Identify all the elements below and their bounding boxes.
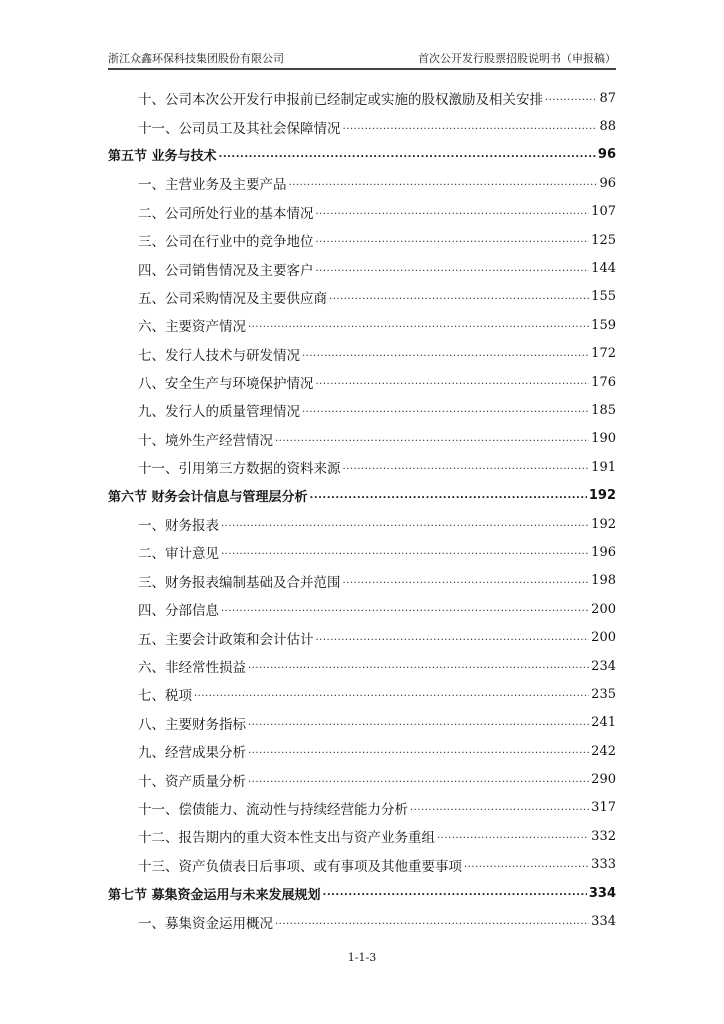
toc-entry-page-number: 234 xyxy=(591,658,616,674)
toc-entry[interactable] xyxy=(108,510,616,538)
toc-entry[interactable] xyxy=(108,453,616,481)
toc-dot-leader xyxy=(194,687,589,701)
toc-dot-leader xyxy=(323,886,587,900)
toc-entry-page-number: 241 xyxy=(591,715,616,731)
toc-dot-leader xyxy=(302,347,589,361)
toc-dot-leader xyxy=(219,148,596,162)
table-of-contents xyxy=(108,84,616,936)
toc-entry-page-number: 332 xyxy=(591,828,616,844)
toc-entry-label: 七、税项 xyxy=(138,684,192,704)
toc-entry[interactable] xyxy=(108,538,616,566)
toc-dot-leader xyxy=(316,262,590,276)
toc-entry-page-number: 87 xyxy=(599,90,616,106)
toc-entry-label: 十二、报告期内的重大资本性支出与资产业务重组 xyxy=(138,826,435,846)
toc-dot-leader xyxy=(248,744,589,758)
toc-entry-label: 一、募集资金运用概况 xyxy=(138,912,273,932)
toc-entry-page-number: 334 xyxy=(588,885,616,901)
toc-entry[interactable] xyxy=(108,112,616,140)
toc-entry[interactable] xyxy=(108,652,616,680)
toc-entry-label: 十一、偿债能力、流动性与持续经营能力分析 xyxy=(138,798,408,818)
toc-entry-page-number: 155 xyxy=(591,289,616,305)
toc-entry-page-number: 334 xyxy=(591,914,616,930)
toc-entry-page-number: 196 xyxy=(591,544,616,560)
toc-entry[interactable] xyxy=(108,794,616,822)
toc-dot-leader xyxy=(410,801,589,815)
toc-entry-label: 第六节 财务会计信息与管理层分析 xyxy=(108,486,308,505)
toc-entry[interactable] xyxy=(108,396,616,424)
toc-entry-page-number: 198 xyxy=(591,573,616,589)
toc-entry[interactable] xyxy=(108,254,616,282)
toc-entry[interactable] xyxy=(108,311,616,339)
toc-entry[interactable] xyxy=(108,709,616,737)
toc-entry-label: 二、审计意见 xyxy=(138,542,219,562)
toc-entry-label: 二、公司所处行业的基本情况 xyxy=(138,202,314,222)
toc-entry[interactable] xyxy=(108,595,616,623)
toc-entry-label: 九、发行人的质量管理情况 xyxy=(138,400,300,420)
toc-entry-page-number: 185 xyxy=(591,402,616,418)
toc-entry[interactable] xyxy=(108,368,616,396)
toc-entry-label: 七、发行人技术与研发情况 xyxy=(138,344,300,364)
toc-dot-leader xyxy=(221,517,589,531)
toc-entry-label: 第五节 业务与技术 xyxy=(108,145,217,164)
toc-entry[interactable] xyxy=(108,851,616,879)
toc-dot-leader xyxy=(343,460,590,474)
toc-dot-leader xyxy=(248,659,589,673)
header-document-title: 首次公开发行股票招股说明书（申报稿） xyxy=(418,52,616,65)
toc-dot-leader xyxy=(302,403,589,417)
toc-entry-page-number: 290 xyxy=(591,772,616,788)
toc-section-entry[interactable] xyxy=(108,141,616,169)
toc-dot-leader xyxy=(343,574,590,588)
toc-entry-label: 十、境外生产经营情况 xyxy=(138,429,273,449)
toc-entry-page-number: 88 xyxy=(599,119,616,135)
toc-entry-label: 一、财务报表 xyxy=(138,514,219,534)
toc-dot-leader xyxy=(343,120,598,134)
toc-entry-label: 十三、资产负债表日后事项、或有事项及其他重要事项 xyxy=(138,855,462,875)
toc-dot-leader xyxy=(248,773,589,787)
toc-entry-label: 九、经营成果分析 xyxy=(138,741,246,761)
toc-entry-label: 第七节 募集资金运用与未来发展规划 xyxy=(108,884,321,903)
toc-entry-label: 十一、公司员工及其社会保障情况 xyxy=(138,117,341,137)
toc-entry-page-number: 190 xyxy=(591,431,616,447)
toc-dot-leader xyxy=(310,489,587,503)
toc-entry[interactable] xyxy=(108,907,616,935)
toc-entry[interactable] xyxy=(108,198,616,226)
page-header xyxy=(108,50,616,69)
toc-entry-page-number: 192 xyxy=(591,516,616,532)
toc-entry-label: 十、公司本次公开发行申报前已经制定或实施的股权激励及相关安排 xyxy=(138,88,543,108)
page-number: 1-1-3 xyxy=(347,951,377,964)
toc-dot-leader xyxy=(316,233,590,247)
toc-entry-label: 三、公司在行业中的竞争地位 xyxy=(138,230,314,250)
toc-entry[interactable] xyxy=(108,169,616,197)
toc-entry-label: 十一、引用第三方数据的资料来源 xyxy=(138,457,341,477)
toc-dot-leader xyxy=(316,375,590,389)
toc-entry[interactable] xyxy=(108,822,616,850)
toc-dot-leader xyxy=(329,290,589,304)
toc-dot-leader xyxy=(221,545,589,559)
toc-entry-page-number: 235 xyxy=(591,686,616,702)
toc-section-entry[interactable] xyxy=(108,481,616,509)
header-company-name: 浙江众鑫环保科技集团股份有限公司 xyxy=(108,52,284,65)
toc-entry-label: 一、主营业务及主要产品 xyxy=(138,173,287,193)
toc-entry-page-number: 96 xyxy=(599,175,616,191)
toc-entry[interactable] xyxy=(108,226,616,254)
toc-entry-label: 十、资产质量分析 xyxy=(138,770,246,790)
toc-entry[interactable] xyxy=(108,765,616,793)
toc-entry-page-number: 192 xyxy=(588,488,616,504)
toc-dot-leader xyxy=(248,716,589,730)
toc-dot-leader xyxy=(221,602,589,616)
toc-dot-leader xyxy=(316,205,590,219)
toc-entry-page-number: 172 xyxy=(591,346,616,362)
toc-entry-label: 八、安全生产与环境保护情况 xyxy=(138,372,314,392)
toc-dot-leader xyxy=(248,318,589,332)
toc-entry-label: 六、非经常性损益 xyxy=(138,656,246,676)
toc-dot-leader xyxy=(289,176,598,190)
toc-entry[interactable] xyxy=(108,737,616,765)
toc-entry-page-number: 107 xyxy=(591,204,616,220)
toc-entry[interactable] xyxy=(108,567,616,595)
toc-entry-page-number: 242 xyxy=(591,743,616,759)
toc-entry-page-number: 144 xyxy=(591,261,616,277)
toc-entry-page-number: 176 xyxy=(591,374,616,390)
toc-entry[interactable] xyxy=(108,283,616,311)
toc-entry[interactable] xyxy=(108,425,616,453)
toc-entry-label: 五、公司采购情况及主要供应商 xyxy=(138,287,327,307)
toc-entry-page-number: 200 xyxy=(591,601,616,617)
toc-entry[interactable] xyxy=(108,623,616,651)
toc-entry-page-number: 333 xyxy=(591,857,616,873)
toc-entry-label: 八、主要财务指标 xyxy=(138,713,246,733)
toc-entry-label: 四、分部信息 xyxy=(138,599,219,619)
toc-dot-leader xyxy=(275,915,589,929)
toc-entry-label: 六、主要资产情况 xyxy=(138,315,246,335)
toc-dot-leader xyxy=(275,432,589,446)
toc-dot-leader xyxy=(437,829,589,843)
toc-entry-label: 三、财务报表编制基础及合并范围 xyxy=(138,571,341,591)
toc-entry-label: 五、主要会计政策和会计估计 xyxy=(138,628,314,648)
toc-entry[interactable] xyxy=(108,680,616,708)
toc-entry-label: 四、公司销售情况及主要客户 xyxy=(138,259,314,279)
toc-entry-page-number: 200 xyxy=(591,630,616,646)
toc-dot-leader xyxy=(545,91,597,105)
toc-entry[interactable] xyxy=(108,340,616,368)
toc-entry-page-number: 159 xyxy=(591,317,616,333)
toc-dot-leader xyxy=(316,631,590,645)
toc-entry-page-number: 191 xyxy=(591,459,616,475)
toc-entry-page-number: 96 xyxy=(597,147,616,163)
toc-entry[interactable] xyxy=(108,84,616,112)
toc-entry-page-number: 317 xyxy=(591,800,616,816)
toc-section-entry[interactable] xyxy=(108,879,616,907)
toc-entry-page-number: 125 xyxy=(591,232,616,248)
toc-dot-leader xyxy=(464,858,589,872)
